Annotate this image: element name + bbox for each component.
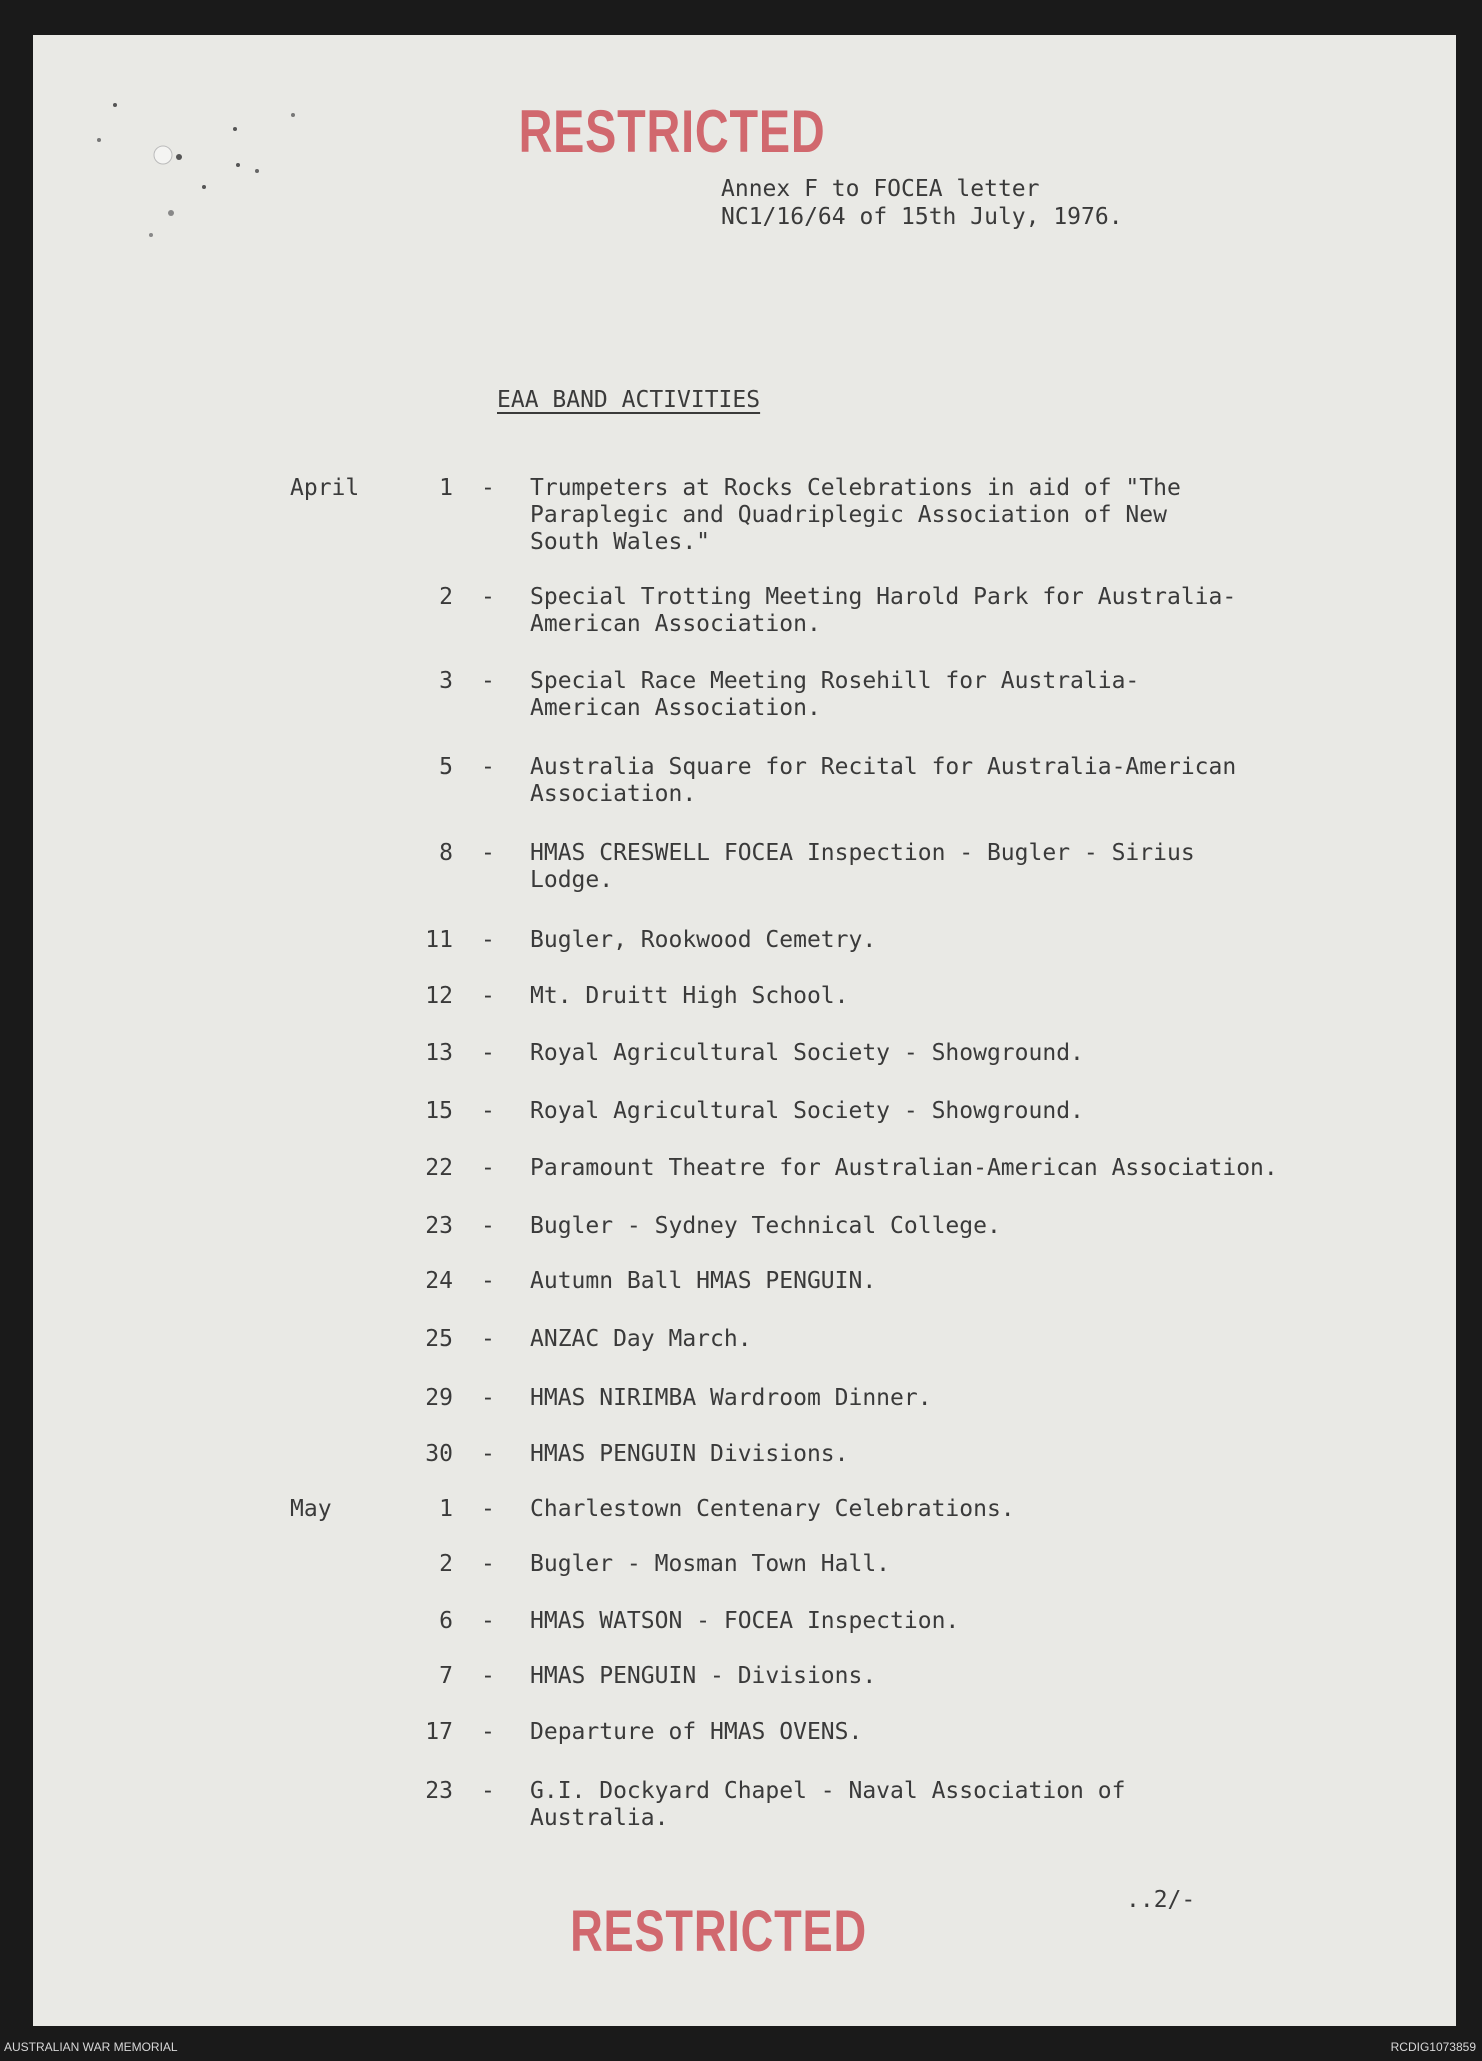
entry-day: 15 [425,1098,453,1124]
entry-day: 13 [425,1040,453,1066]
entry-day: 8 [439,840,453,866]
entry-dash: - [481,1268,495,1294]
entry-dash: - [481,1098,495,1124]
entry-text: Autumn Ball HMAS PENGUIN. [530,1268,877,1294]
page-continuation: ..2/- [1126,1887,1196,1913]
entry-text: Special Race Meeting Rosehill for Australia- American Association. [530,668,1140,721]
entry-text: Royal Agricultural Society - Showground. [530,1098,1084,1124]
entry-text: G.I. Dockyard Chapel - Naval Association of Australia. [530,1778,1126,1831]
entry-day: 1 [439,1496,453,1522]
entry-text: Royal Agricultural Society - Showground. [530,1040,1084,1066]
entry-dash: - [481,1385,495,1411]
entry-text: ANZAC Day March. [530,1326,752,1352]
entry-dash: - [481,1496,495,1522]
entry-text: Paramount Theatre for Australian-American Association. [530,1155,1278,1181]
footer-archive-id: RCDIG1073859 [1390,2040,1476,2054]
footer-archive-name: AUSTRALIAN WAR MEMORIAL [4,2040,178,2054]
entry-text: Bugler, Rookwood Cemetry. [530,927,877,953]
entry-dash: - [481,840,495,866]
restricted-stamp-top: RESTRICTED [518,98,826,165]
entry-day: 22 [425,1155,453,1181]
entry-dash: - [481,1441,495,1467]
entry-text: Departure of HMAS OVENS. [530,1719,863,1745]
entry-day: 25 [425,1326,453,1352]
entry-day: 12 [425,983,453,1009]
entry-text: HMAS PENGUIN - Divisions. [530,1663,877,1689]
entry-text: HMAS NIRIMBA Wardroom Dinner. [530,1385,932,1411]
entry-dash: - [481,1155,495,1181]
entry-text: Special Trotting Meeting Harold Park for Australia- American Association. [530,584,1237,637]
entry-text: Mt. Druitt High School. [530,983,849,1009]
entry-dash: - [481,1778,495,1804]
entry-dash: - [481,1663,495,1689]
entry-day: 7 [439,1663,453,1689]
annex-line-1: Annex F to FOCEA letter [721,176,1040,202]
entry-day: 5 [439,754,453,780]
entry-day: 3 [439,668,453,694]
entry-day: 17 [425,1719,453,1745]
document-page [33,35,1456,2026]
entry-day: 23 [425,1778,453,1804]
entry-dash: - [481,1326,495,1352]
entry-text: Trumpeters at Rocks Celebrations in aid of "The Paraplegic and Quadriplegic Association of New South Wales." [530,475,1181,555]
entry-dash: - [481,475,495,501]
entry-dash: - [481,1551,495,1577]
entry-day: 30 [425,1441,453,1467]
entry-day: 29 [425,1385,453,1411]
entry-day: 6 [439,1608,453,1634]
entry-month: April [290,475,360,501]
restricted-stamp-bottom: RESTRICTED [570,1899,867,1964]
entry-dash: - [481,754,495,780]
entry-dash: - [481,1040,495,1066]
entry-dash: - [481,584,495,610]
entry-text: HMAS CRESWELL FOCEA Inspection - Bugler - Sirius Lodge. [530,840,1195,893]
entry-day: 23 [425,1213,453,1239]
entry-dash: - [481,1213,495,1239]
entry-text: Australia Square for Recital for Australia-American Association. [530,754,1237,807]
entry-dash: - [481,1719,495,1745]
entry-text: HMAS PENGUIN Divisions. [530,1441,849,1467]
entry-day: 2 [439,584,453,610]
entry-dash: - [481,668,495,694]
entry-dash: - [481,983,495,1009]
entry-text: Charlestown Centenary Celebrations. [530,1496,1015,1522]
entry-dash: - [481,927,495,953]
entry-day: 1 [439,475,453,501]
entry-day: 24 [425,1268,453,1294]
annex-line-2: NC1/16/64 of 15th July, 1976. [721,204,1123,230]
annex-reference [721,175,1123,231]
entry-text: Bugler - Mosman Town Hall. [530,1551,891,1577]
entry-dash: - [481,1608,495,1634]
entry-text: Bugler - Sydney Technical College. [530,1213,1001,1239]
entry-text: HMAS WATSON - FOCEA Inspection. [530,1608,960,1634]
entry-day: 2 [439,1551,453,1577]
entry-month: May [290,1496,332,1522]
entry-day: 11 [425,927,453,953]
page-title: EAA BAND ACTIVITIES [497,387,761,413]
